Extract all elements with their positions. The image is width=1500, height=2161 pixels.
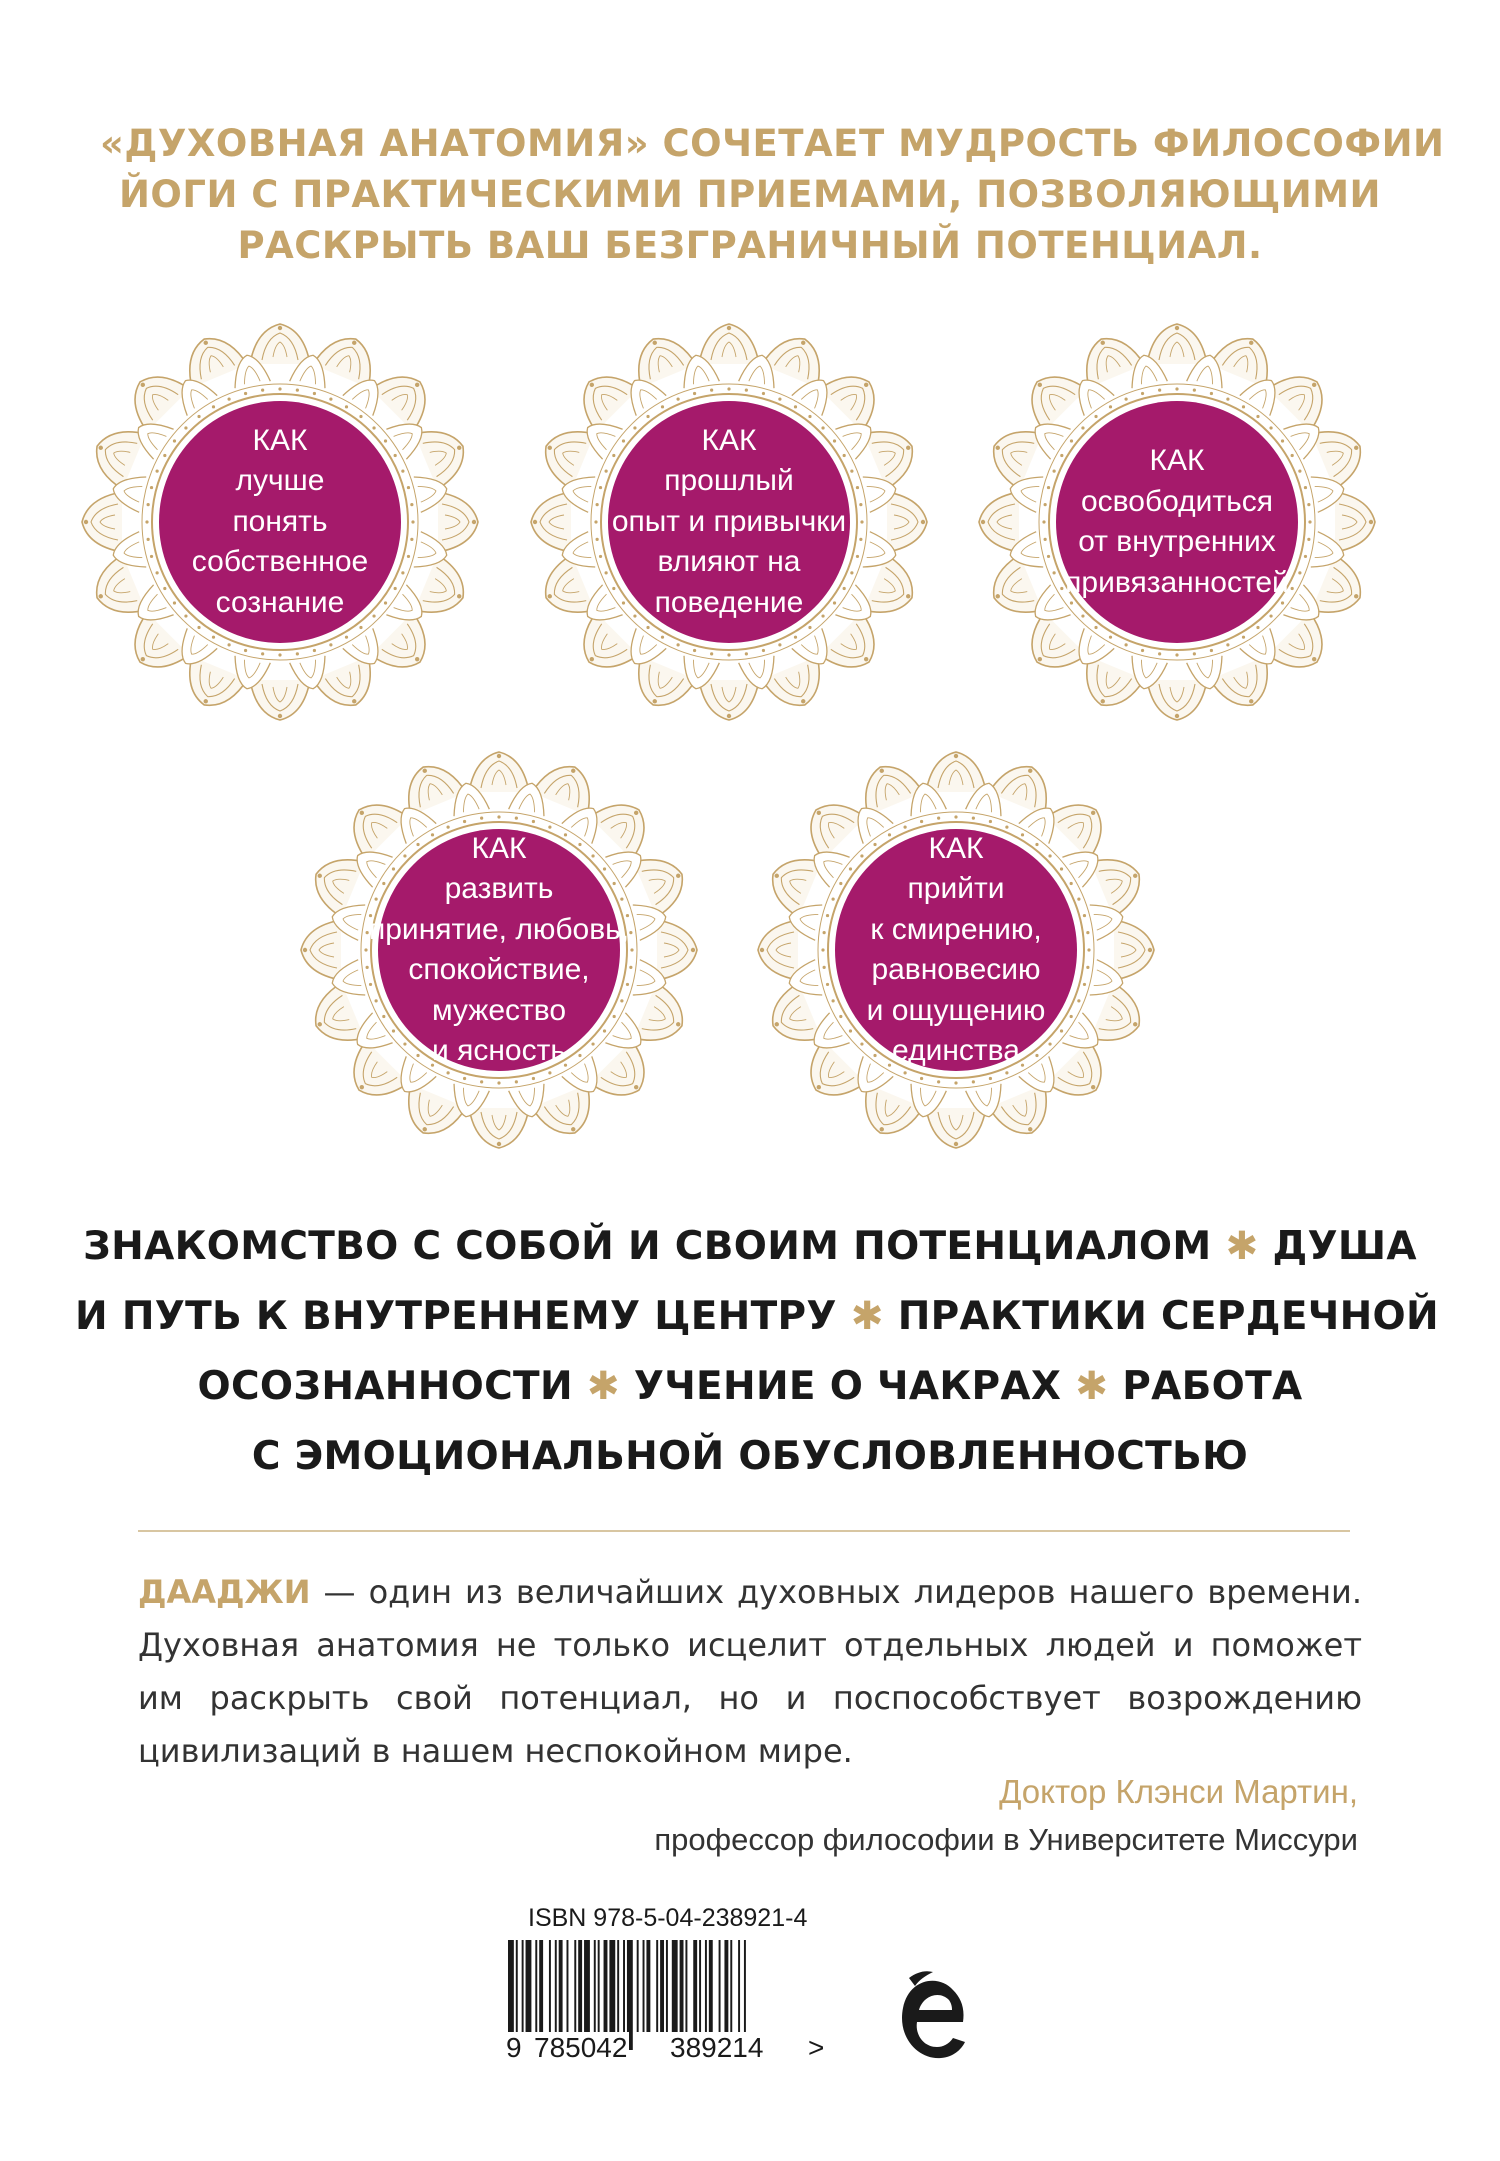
topics-block (75, 1212, 1439, 1492)
attribution-author: Доктор Клэнси Мартин, (999, 1773, 1358, 1810)
topic-text: С ЭМОЦИОНАЛЬНОЙ ОБУСЛОВЛЕННОСТЬЮ (251, 1434, 1249, 1479)
circle-text (599, 421, 859, 624)
isbn-label: ISBN 978-5-04-238921-4 (528, 1904, 808, 1932)
circle-line: КАК (928, 831, 984, 865)
topic-text: РАБОТА (1122, 1364, 1303, 1409)
circle-line: прийти (907, 872, 1005, 905)
barcode-digits-left: 785042 (534, 2032, 628, 2063)
topic-text: ДУША (1272, 1224, 1417, 1269)
topics-line (75, 1422, 1425, 1492)
barcode-arrow: > (808, 2032, 825, 2063)
circle-line: понять (232, 504, 328, 538)
mandala-circle-2 (529, 322, 929, 722)
circle-line: собственное (191, 545, 369, 579)
mandala-circle-3 (977, 322, 1377, 722)
quote-line: Духовная анатомия не только исцелит отдельных людей и поможет (138, 1626, 1362, 1664)
barcode-digits-right: 389214 (670, 2032, 764, 2063)
attribution (138, 1768, 1358, 1864)
circle-line: мужество (431, 993, 567, 1027)
circle-line: и ясность (432, 1034, 566, 1067)
intro-line: ЙОГИ С ПРАКТИЧЕСКИМИ ПРИЕМАМИ, ПОЗВОЛЯЮЩИМИ (118, 173, 1382, 216)
star-separator-icon: ✱ (1075, 1364, 1109, 1409)
circle-text (150, 421, 410, 624)
circle-line: единства (892, 1034, 1020, 1067)
circle-text (1047, 441, 1307, 603)
intro-heading (100, 118, 1445, 271)
quote-author-name: ДААДЖИ (138, 1573, 311, 1611)
topic-text: И ПУТЬ К ВНУТРЕННЕМУ ЦЕНТРУ (75, 1294, 837, 1339)
circle-line: лучше (235, 464, 325, 498)
intro-line: «ДУХОВНАЯ АНАТОМИЯ» СОЧЕТАЕТ МУДРОСТЬ ФИЛОСОФИИ (100, 122, 1445, 165)
circle-line: к смирению, (870, 912, 1042, 946)
circle-text (369, 829, 629, 1072)
quote-text: — один из величайших духовных лидеров нашего времени. (310, 1573, 1362, 1611)
barcode-digits (504, 2032, 824, 2064)
eksmo-logo-icon (895, 1968, 969, 2066)
circle-line: освободиться (1080, 484, 1274, 518)
topics-line (75, 1352, 1425, 1422)
attribution-role: профессор философии в Университете Миссури (654, 1822, 1358, 1857)
circle-text (826, 829, 1086, 1072)
quote-block (138, 1566, 1362, 1778)
star-separator-icon: ✱ (586, 1364, 620, 1409)
quote-line: цивилизаций в нашем неспокойном мире. (138, 1732, 853, 1770)
circle-line: влияют на (657, 545, 801, 579)
mandala-circle-4 (299, 750, 699, 1150)
star-separator-icon: ✱ (850, 1294, 884, 1339)
circle-line: КАК (252, 423, 308, 457)
circle-line: опыт и привычки (611, 504, 847, 538)
circle-line: спокойствие, (408, 953, 590, 986)
circle-line: равновесию (871, 953, 1041, 986)
circle-line: и ощущению (866, 993, 1046, 1027)
circle-line: принятие, любовь, (369, 912, 630, 946)
quote-line (138, 1566, 1362, 1619)
circle-line: КАК (701, 423, 757, 457)
topics-line (75, 1282, 1439, 1352)
circle-line: поведение (654, 585, 804, 619)
circle-line: привязанностей (1065, 565, 1289, 599)
circle-line: от внутренних (1078, 525, 1276, 558)
barcode-digit-first: 9 (506, 2032, 522, 2063)
topic-text: УЧЕНИЕ О ЧАКРАХ (633, 1364, 1062, 1409)
topics-line (75, 1212, 1425, 1282)
circle-line: КАК (1149, 444, 1205, 477)
circle-line: развить (444, 872, 554, 905)
topic-text: ПРАКТИКИ СЕРДЕЧНОЙ (897, 1294, 1439, 1339)
circle-line: прошлый (664, 464, 794, 498)
topic-text: ОСОЗНАННОСТИ (197, 1364, 573, 1409)
topic-text: ЗНАКОМСТВО С СОБОЙ И СВОИМ ПОТЕНЦИАЛОМ (83, 1224, 1212, 1269)
mandala-circle-1 (80, 322, 480, 722)
mandala-circle-5 (756, 750, 1156, 1150)
quote-line: им раскрыть свой потенциал, но и поспособствует возрождению (138, 1679, 1362, 1717)
intro-line: РАСКРЫТЬ ВАШ БЕЗГРАНИЧНЫЙ ПОТЕНЦИАЛ. (237, 224, 1263, 267)
star-separator-icon: ✱ (1225, 1224, 1259, 1269)
divider (138, 1530, 1350, 1532)
circle-line: КАК (471, 831, 527, 865)
circle-line: сознание (215, 585, 345, 619)
